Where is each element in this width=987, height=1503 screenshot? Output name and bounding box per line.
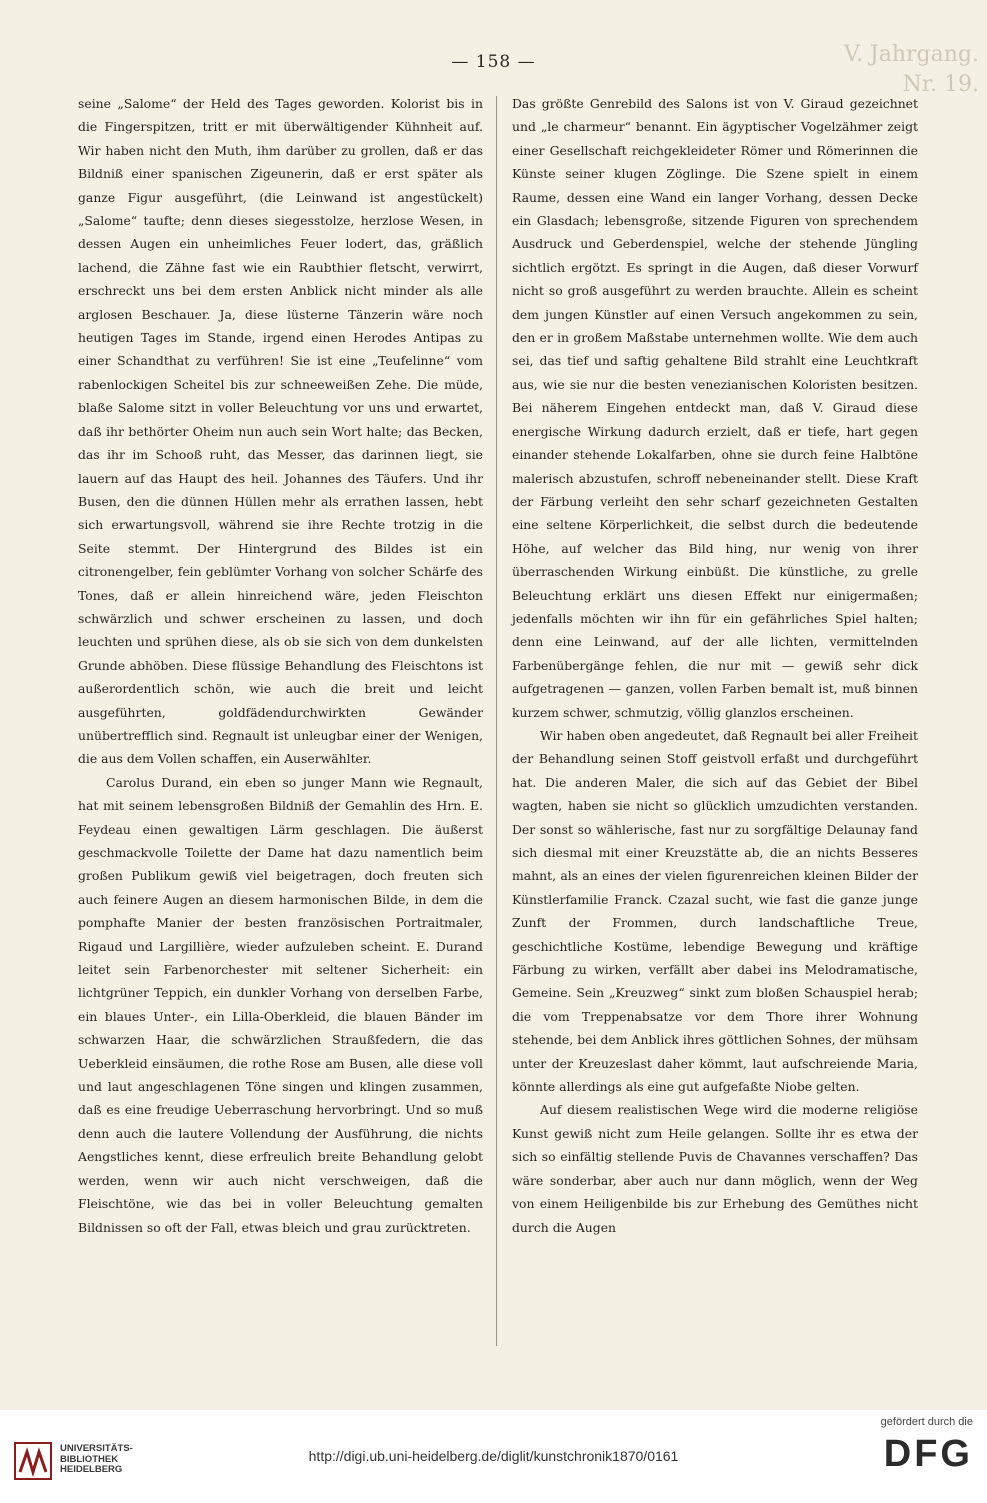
paragraph: seine „Salome“ der Held des Tages geworden. Kolorist bis in die Fingerspitzen, tritt er mit überwältigender Kühnheit auf. Wir haben nicht den Muth, ihm darüber zu grollen, daß er das Bildniß einer spanischen Zigeunerin, daß er erst später als ganze Figur ausgeführt, (die Leinwand ist angestückelt) „Salome“ taufte; denn dieses siegesstolze, herzlose Wesen, in dessen Augen ein unheimliches Feuer lodert, das, gräßlich lachend, die Zähne fast wie ein Raubthier fletscht, verwirrt, erschreckt uns bei dem ersten Anblick nicht minder als alle arglosen Beschauer. Ja, diese lüsterne Tänzerin wäre noch heutigen Tages im Stande, irgend einen Herodes Antipas zu einer Schandthat zu verführen! Sie ist eine „Teufelinne“ vom rabenlockigen Scheitel bis zur schneeweißen Zehe. Die müde, blaße Salome sitzt in voller Beleuchtung vor uns und erwartet, daß ihr bethörter Oheim nun auch sein Wort halte; das Becken, das ihr im Schooß ruht, das Messer, das darinnen liegt, sie lauern auf das Haupt des heil. Johannes des Täufers. Und ihr Busen, den die dünnen Hüllen mehr als errathen lassen, hebt sich erwartungsvoll, während sie ihre Rechte trotzig in die Seite stemmt. Der Hintergrund des Bildes ist ein citronengelber, fein geblümter Vorhang von solcher Schärfe des Tones, daß er allein hinreichend wäre, jeden Fleischton schwärzlich und schwer erscheinen zu lassen, und doch leuchten und sprühen diese, als ob sie sich von dem dunkelsten Grunde abhöben. Diese flüssige Behandlung des Fleischtons ist außerordentlich schön, wie auch die breit und leicht ausgeführten, goldfädendurchwirkten Gewänder unübertrefflich sind. Regnault ist unleugbar einer der Wenigen, die aus dem Vollen schaffen, ein Auserwählter. [78,96,483,767]
page-number: — 158 — [451,52,536,72]
paragraph: Wir haben oben angedeutet, daß Regnault bei aller Freiheit der Behandlung seinen Stoff geistvoll erfaßt und durchgeführt hat. Die anderen Maler, die sich auf das Gebiet der Bibel wagten, haben sie nicht so glücklich umzudichten verstanden. Der sonst so wählerische, fast nur zu sorgfältige Delaunay fand sich diesmal mit einer Kreuzstätte ab, die an nichts Besseres mahnt, als an eines der vielen figurenreichen kleinen Bilder der Künstlerfamilie Franck. Czazal sucht, wie fast die ganze junge Zunft der Frommen, durch landschaftliche Treue, geschichtliche Kostüme, lebendige Bewegung und kräftige Färbung zu wirken, verfällt aber dabei ins Melodramatische, Gemeine. Sein „Kreuzweg“ sinkt zum bloßen Schauspiel herab; die vom Treppenabsatze vor dem Thore ihrer Wohnung stehende, bei dem Anblick ihres göttlichen Sohnes, der mühsam unter der Kreuzeslast daher kömmt, laut aufschreiende Maria, könnte allerdings als eine gut aufgefaßte Niobe gelten. [512,727,918,1095]
paragraph: Carolus Durand, ein eben so junger Mann wie Regnault, hat mit seinem lebensgroßen Bildniß der Gemahlin des Hrn. E. Feydeau einen gewaltigen Lärm geschlagen. Die äußerst geschmackvolle Toilette der Dame hat dazu namentlich beim großen Publikum gewiß viel beigetragen, doch freuten sich auch feinere Augen an diesem harmonischen Bilde, in dem die pomphafte Manier der besten französischen Portraitmaler, Rigaud und Largillière, wieder aufzuleben scheint. E. Durand leitet sein Farbenorchester mit seltener Sicherheit: ein lichtgrüner Teppich, ein dunkler Vorhang von derselben Farbe, ein blaues Unter-, ein Lilla-Oberkleid, die blauen Bänder im schwarzen Haar, die schwärzlichen Straußfedern, die das Ueberkleid einsäumen, die rothe Rose am Busen, alle diese voll und laut angeschlagenen Töne singen und klingen zusammen, daß es eine freudige Ueberraschung hervorbringt. Und so muß denn auch die lautere Vollendung der Ausführung, die nichts Aengstliches kennt, diese erfreulich breite Behandlung gelobt werden, wenn wir auch nicht verschweigen, daß die Fleischtöne, wie das bei in voller Beleuchtung gemalten Bildnissen so oft der Fall, etwas bleich und grau zurücktreten. [78,774,483,1235]
footer-bar [0,1410,987,1503]
right-column [512,92,918,1239]
bleed-through-text: V. Jahrgang. Nr. 19. [843,42,979,97]
source-url-link[interactable]: http://digi.ub.uni-heidelberg.de/diglit/kunstchronik1870/0161 [308,1448,679,1464]
paragraph: Auf diesem realistischen Wege wird die moderne religiöse Kunst gewiß nicht zum Heile gelangen. Sollte ihr es etwa der sich so einfältig stellende Puvis de Chavannes verschaffen? Das wäre sonderbar, aber auch nur dann möglich, wenn der Weg von einem Heiligenbilde bis zur Erhebung des Gemüthes nicht durch die Augen [512,1102,918,1235]
sponsor-block[interactable] [813,1416,973,1496]
column-divider [496,96,497,1346]
left-column [78,92,483,1239]
sponsor-label: gefördert durch die [880,1416,973,1428]
paragraph: Das größte Genrebild des Salons ist von V. Giraud gezeichnet und „le charmeur“ benannt. Ein ägyptischer Vogelzähmer zeigt einer Gesellschaft reichgekleideter Römer und Römerinnen die Künste seiner klugen Zöglinge. Die Szene spielt in einem Raume, dessen eine Wand ein langer Vorhang, dessen Decke ein Glasdach; lebensgroße, sitzende Figuren von sprechendem Ausdruck und Geberdenspiel, welche der stehende Jüngling sichtlich ergötzt. Es springt in die Augen, daß dieser Vorwurf nicht so groß ausgeführt zu werden brauchte. Allein es scheint dem jungen Künstler auf einen Versuch angekommen zu sein, den er in großem Maßstabe unternehmen wollte. Wie dem auch sei, das tief und saftig gehaltene Bild strahlt eine Leuchtkraft aus, wie sie nur die besten venezianischen Koloristen besitzen. Bei näherem Eingehen entdeckt man, daß V. Giraud diese energische Wirkung dadurch erzielt, daß er tiefe, hart gegen einander stehende Lokalfarben, ohne sie durch feine Halbtöne malerisch abzustufen, schroff nebeneinander stellt. Diese Kraft der Färbung verleiht den sehr scharf gezeichneten Gestalten eine seltene Körperlichkeit, die selbst durch die bedeutende Höhe, auf welcher das Bild hing, nur wenig von ihrer überraschenden Wirkung einbüßt. Die künstliche, zu grelle Beleuchtung erklärt uns diesen Effekt nur einigermaßen; jedenfalls möchten wir ihn für ein gefährliches Spiel halten; denn eine Leinwand, auf der alle lichten, vermittelnden Farbenübergänge fehlen, die nur mit — gewiß sehr dick aufgetragenen — ganzen, vollen Farben bemalt ist, muß binnen kurzem schwer, schmutzig, völlig glanzlos erscheinen. [512,96,918,720]
library-name: UNIVERSITÄTS- BIBLIOTHEK HEIDELBERG [60,1443,133,1475]
dfg-logo: DFG [883,1433,973,1475]
